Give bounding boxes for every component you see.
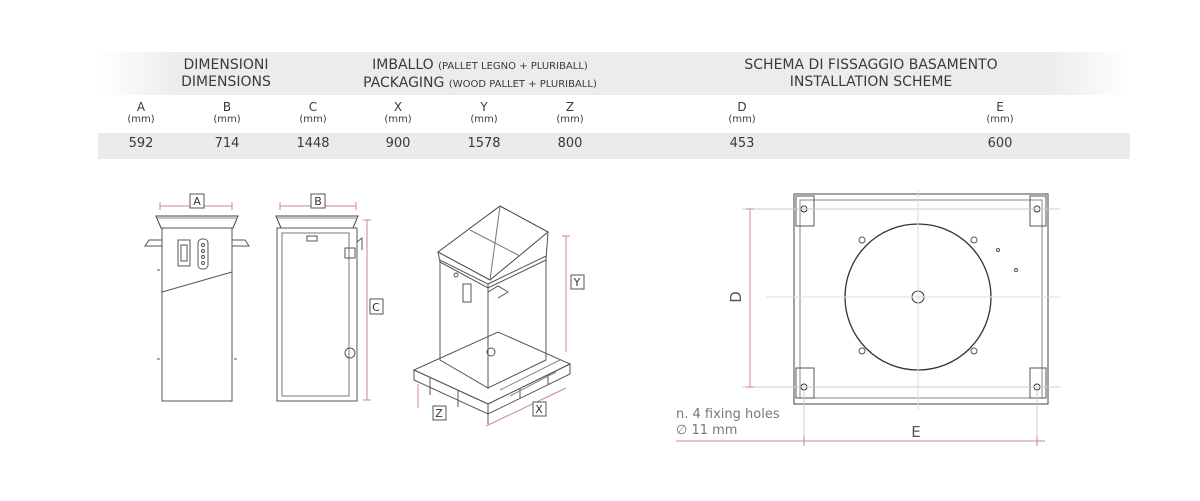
packaging-sub-it: (PALLET LEGNO + PLURIBALL) [438, 61, 588, 72]
label-c: C [372, 301, 380, 314]
label-a: A [193, 195, 201, 208]
value-x: 900 [385, 136, 411, 151]
col-letter: C [308, 100, 318, 114]
fixing-holes-diameter: ∅ 11 mm [676, 423, 738, 438]
dimensions-title-it: DIMENSIONI [183, 57, 269, 73]
label-d: D [727, 291, 745, 303]
col-unit: (mm) [213, 114, 241, 125]
label-e: E [911, 423, 921, 441]
col-letter: Y [480, 100, 488, 114]
col-unit: (mm) [470, 114, 498, 125]
col-unit: (mm) [986, 114, 1014, 125]
label-z: Z [435, 407, 443, 420]
fixing-holes-note [676, 407, 780, 439]
value-d: 453 [729, 136, 755, 151]
col-letter: B [222, 100, 232, 114]
install-title-en: INSTALLATION SCHEME [789, 74, 953, 90]
col-letter: E [996, 100, 1004, 114]
value-b: 714 [214, 136, 240, 151]
col-letter: A [136, 100, 146, 114]
packaging-title-it: IMBALLO [372, 57, 434, 73]
col-unit: (mm) [384, 114, 412, 125]
fixing-holes-count: n. 4 fixing holes [676, 407, 780, 422]
packaging-title-en: PACKAGING [363, 75, 445, 91]
side-view-drawing [276, 194, 383, 401]
col-letter: X [393, 100, 403, 114]
value-z: 800 [557, 136, 583, 151]
col-letter: D [737, 100, 747, 114]
front-view-drawing [145, 194, 249, 401]
col-letter: Z [565, 100, 575, 114]
value-y: 1578 [467, 136, 501, 151]
label-y: Y [573, 276, 581, 289]
col-unit: (mm) [299, 114, 327, 125]
col-unit: (mm) [556, 114, 584, 125]
label-x: X [535, 403, 543, 416]
value-e: 600 [987, 136, 1013, 151]
packaging-sub-en: (WOOD PALLET + PLURIBALL) [448, 79, 597, 90]
value-c: 1448 [296, 136, 330, 151]
dimensions-title-en: DIMENSIONS [181, 74, 271, 90]
label-b: B [314, 195, 322, 208]
install-title-it: SCHEMA DI FISSAGGIO BASAMENTO [744, 57, 998, 73]
packaging-drawing [414, 206, 584, 426]
col-unit: (mm) [728, 114, 756, 125]
col-unit: (mm) [127, 114, 155, 125]
value-a: 592 [128, 136, 154, 151]
